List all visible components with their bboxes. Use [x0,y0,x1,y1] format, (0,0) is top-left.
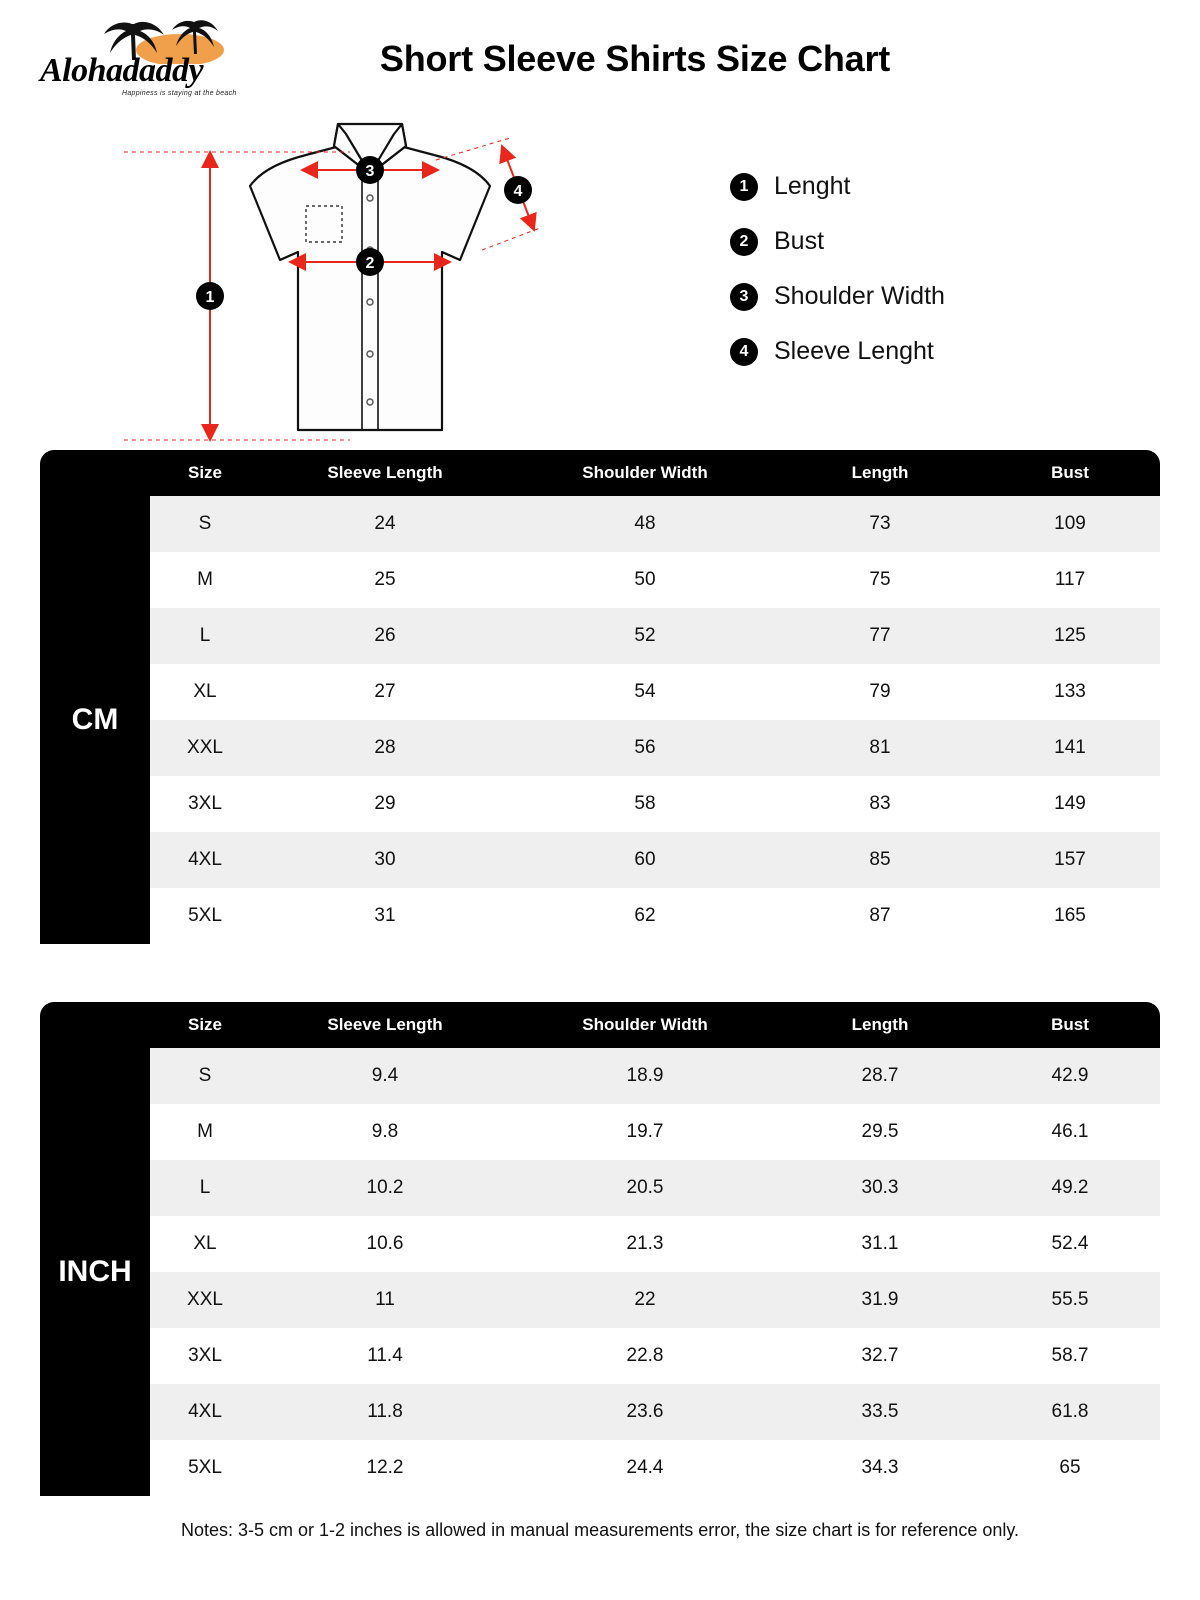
unit-label-cm: CM [40,496,150,944]
table-row [40,1328,1160,1384]
cell-sleeve-length: 30 [260,832,510,888]
cell-shoulder-width: 62 [510,888,780,944]
cell-length: 33.5 [780,1384,980,1440]
cell-sleeve-length: 12.2 [260,1440,510,1496]
col-header-sleeve-length: Sleeve Length [260,450,510,496]
cell-bust: 109 [980,496,1160,552]
legend-label-4: Sleeve Lenght [774,337,934,365]
size-chart-table-cm [40,450,1160,944]
cell-sleeve-length: 31 [260,888,510,944]
cell-size: 3XL [150,1328,260,1384]
cell-sleeve-length: 11.8 [260,1384,510,1440]
legend-badge-2: 2 [730,228,758,256]
table-row [40,888,1160,944]
cell-sleeve-length: 26 [260,608,510,664]
cell-size: XXL [150,720,260,776]
measurement-notes: Notes: 3-5 cm or 1-2 inches is allowed in manual measurements error, the size chart is for reference only. [180,1520,1020,1540]
measurement-diagram-section [0,110,1200,450]
cell-length: 77 [780,608,980,664]
table-row [40,832,1160,888]
table-row [40,1104,1160,1160]
table-row [40,1048,1160,1104]
cell-shoulder-width: 52 [510,608,780,664]
cell-bust: 117 [980,552,1160,608]
cell-length: 31.1 [780,1216,980,1272]
diagram-marker-3: 3 [365,163,375,180]
cell-bust: 125 [980,608,1160,664]
cell-sleeve-length: 11 [260,1272,510,1328]
diagram-marker-4: 4 [513,183,523,200]
col-header-size: Size [150,450,260,496]
col-header-size: Size [150,1002,260,1048]
legend-item-shoulder-width [730,282,945,311]
cell-sleeve-length: 10.6 [260,1216,510,1272]
cell-sleeve-length: 9.4 [260,1048,510,1104]
cell-size: L [150,1160,260,1216]
cell-length: 73 [780,496,980,552]
cell-length: 79 [780,664,980,720]
cell-shoulder-width: 23.6 [510,1384,780,1440]
shirt-measurement-diagram [110,110,630,450]
col-header-shoulder-width: Shoulder Width [510,450,780,496]
table-row [40,1216,1160,1272]
col-header-bust: Bust [980,1002,1160,1048]
cell-bust: 42.9 [980,1048,1160,1104]
cell-size: XXL [150,1272,260,1328]
cell-sleeve-length: 27 [260,664,510,720]
cell-length: 75 [780,552,980,608]
cell-size: 4XL [150,832,260,888]
cell-length: 31.9 [780,1272,980,1328]
legend-badge-4: 4 [730,338,758,366]
table-row [40,608,1160,664]
inch-table-block [40,1002,1160,1496]
col-header-length: Length [780,1002,980,1048]
cell-bust: 149 [980,776,1160,832]
cell-length: 85 [780,832,980,888]
table-row [40,1272,1160,1328]
page-title: Short Sleeve Shirts Size Chart [379,38,891,79]
cell-shoulder-width: 22 [510,1272,780,1328]
col-header-shoulder-width: Shoulder Width [510,1002,780,1048]
brand-tagline: Happiness is staying at the beach [122,90,237,97]
cell-size: 3XL [150,776,260,832]
unit-header-cell [40,1002,150,1048]
cell-bust: 165 [980,888,1160,944]
brand-name: Alohadaddy [40,52,204,89]
legend-label-2: Bust [774,227,825,255]
cell-bust: 46.1 [980,1104,1160,1160]
cell-sleeve-length: 25 [260,552,510,608]
cell-size: M [150,552,260,608]
cell-shoulder-width: 18.9 [510,1048,780,1104]
cell-bust: 65 [980,1440,1160,1496]
table-row [40,1440,1160,1496]
cell-bust: 55.5 [980,1272,1160,1328]
cell-size: M [150,1104,260,1160]
table-row [40,1160,1160,1216]
unit-label-inch: INCH [40,1048,150,1496]
cell-size: S [150,496,260,552]
cell-shoulder-width: 22.8 [510,1328,780,1384]
legend-badge-1: 1 [730,173,758,201]
cell-shoulder-width: 19.7 [510,1104,780,1160]
legend-label-3: Shoulder Width [774,282,945,310]
cell-length: 87 [780,888,980,944]
table-header-row [40,450,1160,496]
legend-badge-3: 3 [730,283,758,311]
legend-item-bust [730,227,945,256]
size-chart-table-inch [40,1002,1160,1496]
cell-size: XL [150,1216,260,1272]
cell-shoulder-width: 58 [510,776,780,832]
cell-length: 81 [780,720,980,776]
table-row [40,552,1160,608]
cell-length: 32.7 [780,1328,980,1384]
cell-shoulder-width: 21.3 [510,1216,780,1272]
cell-bust: 133 [980,664,1160,720]
cell-length: 30.3 [780,1160,980,1216]
cell-length: 29.5 [780,1104,980,1160]
cell-shoulder-width: 20.5 [510,1160,780,1216]
cell-sleeve-length: 24 [260,496,510,552]
col-header-bust: Bust [980,450,1160,496]
diagram-marker-1: 1 [205,289,215,306]
cell-bust: 49.2 [980,1160,1160,1216]
table-row [40,1384,1160,1440]
cell-bust: 52.4 [980,1216,1160,1272]
cell-bust: 58.7 [980,1328,1160,1384]
cell-bust: 61.8 [980,1384,1160,1440]
cell-length: 28.7 [780,1048,980,1104]
cell-bust: 141 [980,720,1160,776]
legend-item-length [730,172,945,201]
legend-item-sleeve-length [730,337,945,366]
cell-shoulder-width: 60 [510,832,780,888]
table-row [40,664,1160,720]
cell-shoulder-width: 24.4 [510,1440,780,1496]
cell-length: 83 [780,776,980,832]
page-header [0,0,1200,110]
table-row [40,776,1160,832]
cell-sleeve-length: 28 [260,720,510,776]
table-header-row [40,1002,1160,1048]
unit-header-cell [40,450,150,496]
cell-length: 34.3 [780,1440,980,1496]
col-header-sleeve-length: Sleeve Length [260,1002,510,1048]
cell-bust: 157 [980,832,1160,888]
cm-table-block [40,450,1160,944]
table-row [40,720,1160,776]
cell-sleeve-length: 10.2 [260,1160,510,1216]
cell-size: 5XL [150,1440,260,1496]
cell-sleeve-length: 29 [260,776,510,832]
cell-size: S [150,1048,260,1104]
legend [730,172,945,392]
cell-size: 4XL [150,1384,260,1440]
legend-label-1: Lenght [774,172,851,200]
col-header-length: Length [780,450,980,496]
table-row [40,496,1160,552]
cell-shoulder-width: 50 [510,552,780,608]
cell-shoulder-width: 48 [510,496,780,552]
cell-sleeve-length: 11.4 [260,1328,510,1384]
cell-size: 5XL [150,888,260,944]
cell-size: L [150,608,260,664]
cell-size: XL [150,664,260,720]
cell-shoulder-width: 56 [510,720,780,776]
diagram-marker-2: 2 [365,255,375,272]
cell-shoulder-width: 54 [510,664,780,720]
cell-sleeve-length: 9.8 [260,1104,510,1160]
